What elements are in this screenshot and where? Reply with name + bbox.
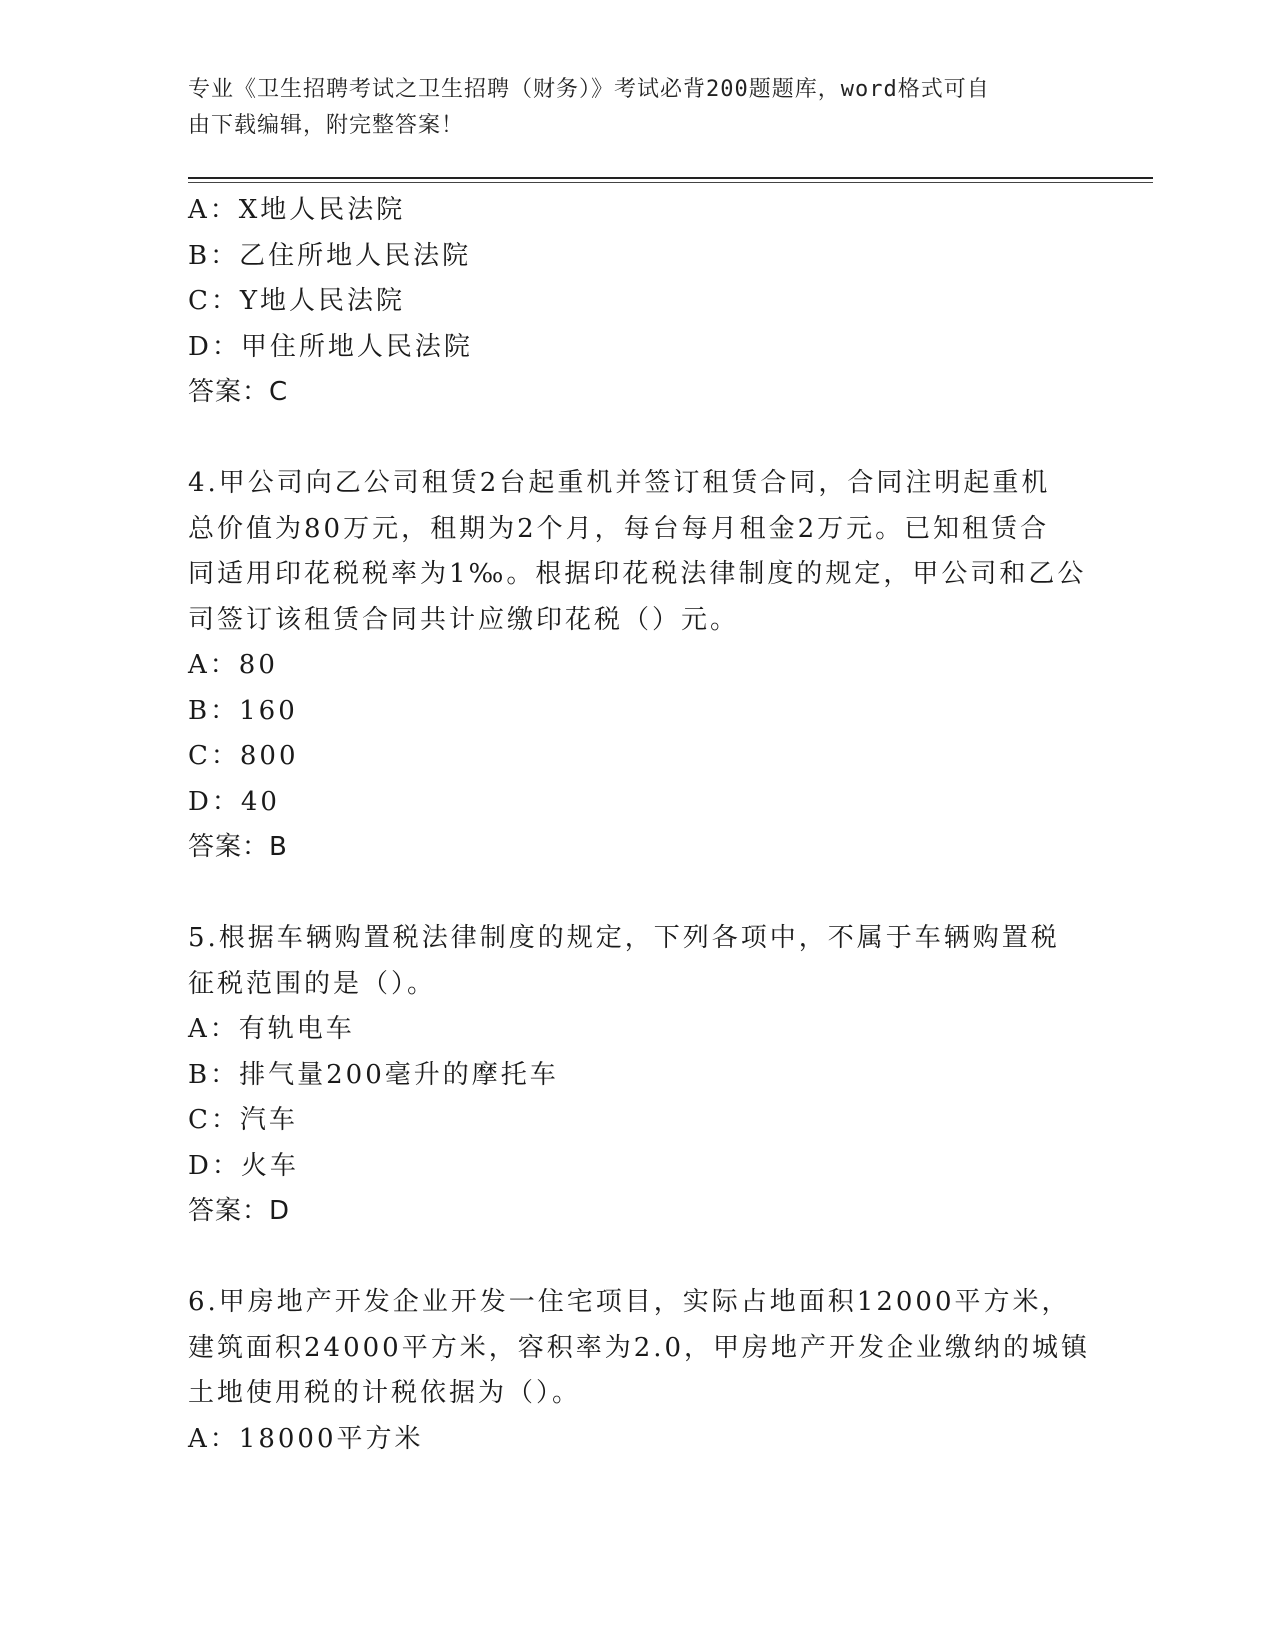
question-stem-line: 5.根据车辆购置税法律制度的规定，下列各项中，不属于车辆购置税	[188, 923, 1060, 953]
option-d: D：40	[188, 786, 280, 817]
spacer	[188, 1235, 1088, 1281]
question-stem-line: 总价值为80万元，租期为2个月，每台每月租金2万元。已知租赁合	[188, 513, 1050, 544]
option-c: C：Y地人民法院	[188, 286, 406, 316]
option-a: A：80	[188, 650, 278, 680]
option-b: B：排气量200毫升的摩托车	[188, 1059, 559, 1090]
option-b: B：乙住所地人民法院	[188, 240, 472, 271]
option-d: D：甲住所地人民法院	[188, 331, 473, 362]
question-6	[188, 1280, 1091, 1462]
question-3	[188, 188, 1088, 416]
option-a: A：有轨电车	[188, 1014, 355, 1044]
question-stem-line: 司签订该租赁合同共计应缴印花税（）元。	[188, 604, 740, 635]
header-line-1: 专业《卫生招聘考试之卫生招聘（财务）》考试必背200题题库，word格式可自	[188, 77, 990, 102]
spacer	[188, 871, 1088, 917]
header-line-2: 由下载编辑，附完整答案！	[188, 113, 465, 138]
answer: 答案：D	[188, 1196, 291, 1226]
question-4	[188, 461, 1088, 871]
document-header	[188, 72, 1068, 144]
question-stem-line: 土地使用税的计税依据为（）。	[188, 1378, 582, 1408]
option-c: C：汽车	[188, 1105, 298, 1135]
question-stem-line: 6.甲房地产开发企业开发一住宅项目，实际占地面积12000平方米，	[188, 1287, 1071, 1317]
question-stem-line: 同适用印花税税率为1‰。根据印花税法律制度的规定，甲公司和乙公	[188, 559, 1087, 589]
option-a: A：X地人民法院	[188, 195, 406, 225]
header-divider	[188, 177, 1153, 179]
answer: 答案：C	[188, 377, 289, 407]
spacer	[188, 416, 1088, 462]
question-list	[188, 188, 1091, 1462]
answer: 答案：B	[188, 832, 288, 862]
option-c: C：800	[188, 741, 299, 771]
question-stem-line: 征税范围的是（）。	[188, 968, 437, 999]
option-d: D：火车	[188, 1150, 299, 1181]
question-5	[188, 916, 1088, 1235]
question-stem-line: 建筑面积24000平方米，容积率为2.0，甲房地产开发企业缴纳的城镇	[188, 1332, 1091, 1363]
option-b: B：160	[188, 695, 298, 726]
header-divider-thin	[188, 182, 1153, 183]
option-a: A：18000平方米	[188, 1423, 424, 1454]
question-stem-line: 4.甲公司向乙公司租赁2台起重机并签订租赁合同，合同注明起重机	[188, 468, 1051, 498]
